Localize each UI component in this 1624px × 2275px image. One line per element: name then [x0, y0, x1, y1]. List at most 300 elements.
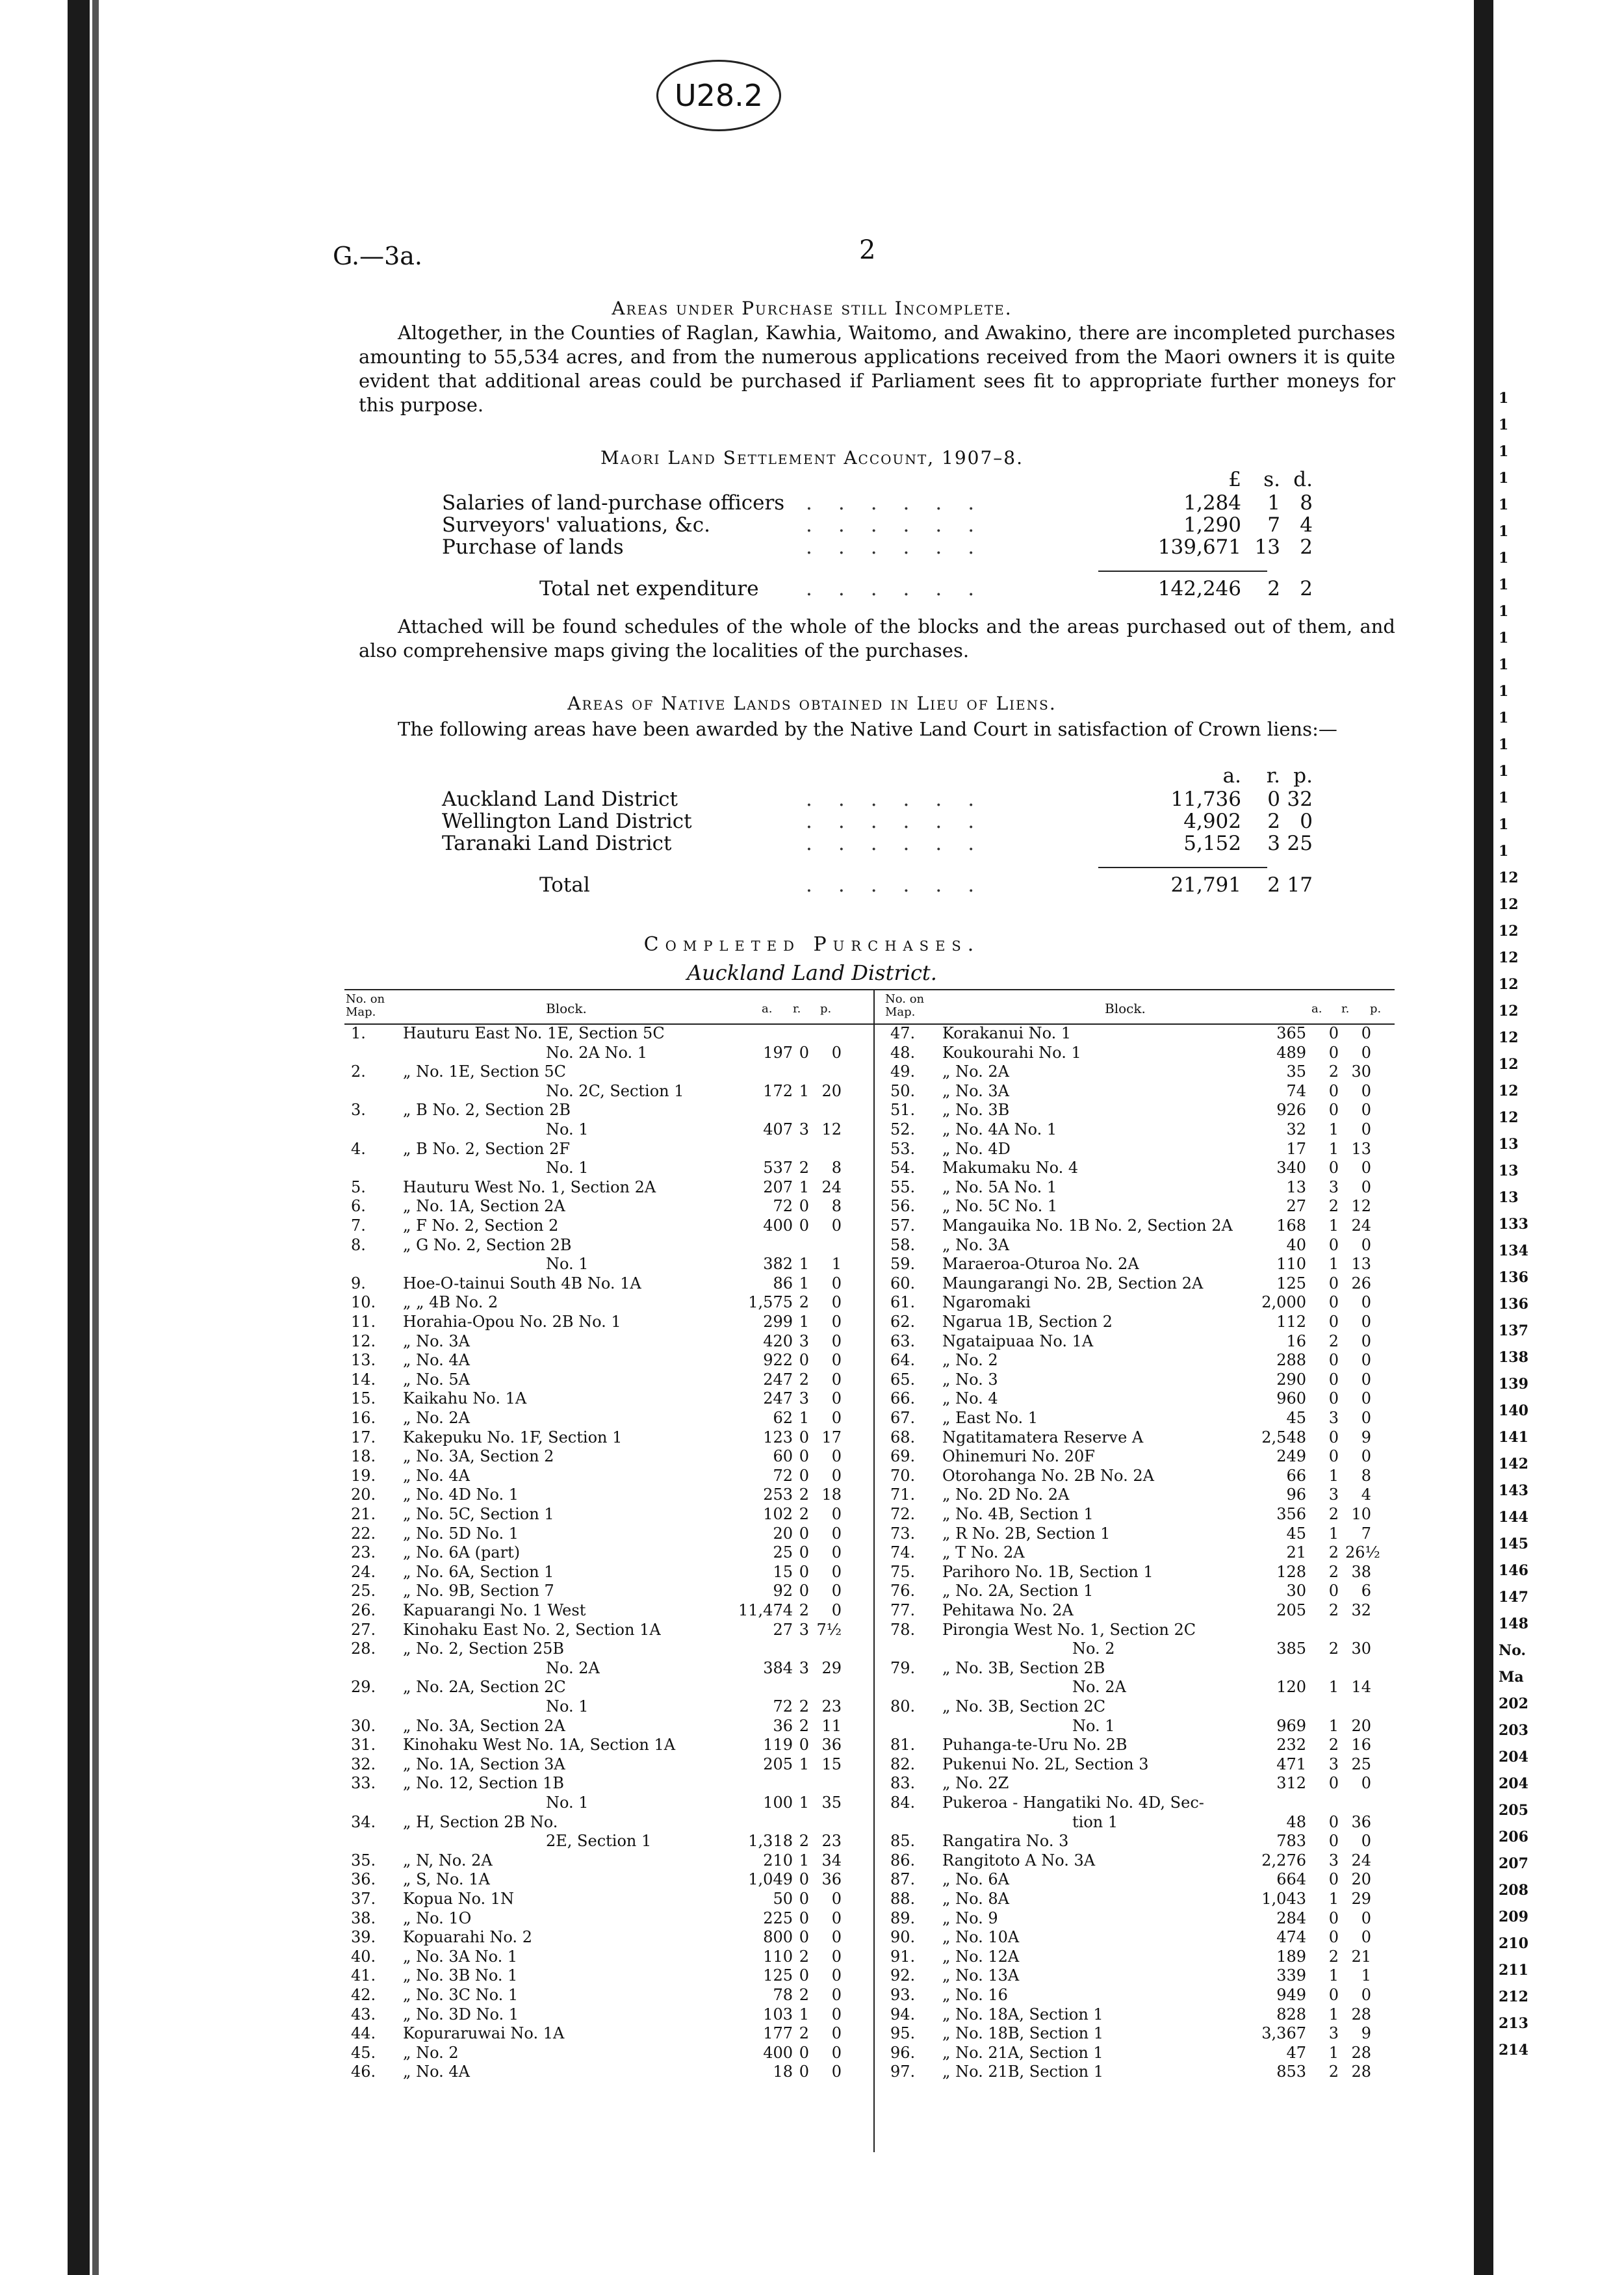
- map-number: 25.: [351, 1582, 376, 1600]
- table-row: [890, 2063, 1394, 2082]
- area-acres: 18: [773, 2063, 793, 2081]
- margin-fragment: 12: [1499, 1109, 1519, 1126]
- area-acres: 45: [1286, 1524, 1306, 1543]
- area-acres: 474: [1276, 1928, 1306, 1947]
- area-roods: 0: [1328, 1447, 1339, 1466]
- margin-fragment: 1: [1499, 603, 1509, 620]
- map-number: 22.: [351, 1524, 376, 1543]
- area-perches: 9: [1361, 1428, 1371, 1446]
- table-column-divider: [873, 989, 875, 2152]
- table-row: [890, 1870, 1394, 1890]
- liens-units-row: [442, 764, 1378, 788]
- map-number: 49.: [890, 1062, 916, 1081]
- block-name: „ No. 3A: [942, 1235, 1009, 1254]
- area-roods: 1: [799, 1081, 809, 1100]
- area-roods: 0: [799, 1870, 809, 1889]
- table-row: [890, 1351, 1394, 1370]
- total-l: 142,246: [1157, 577, 1241, 600]
- map-number: 45.: [351, 2043, 376, 2062]
- map-number: 42.: [351, 1986, 376, 2004]
- block-name: „ No. 6A, Section 1: [403, 1562, 554, 1581]
- total-rule: [1098, 867, 1267, 868]
- liens-table: [442, 764, 1378, 914]
- area-acres: 30: [1286, 1582, 1306, 1600]
- block-name: „ No. 3A: [942, 1081, 1009, 1100]
- map-number: 34.: [351, 1812, 376, 1831]
- map-number: 77.: [890, 1601, 916, 1619]
- table-row: [890, 1659, 1394, 1678]
- margin-fragment: 212: [1499, 1988, 1528, 2005]
- map-number: 83.: [890, 1774, 916, 1793]
- map-number: 11.: [351, 1313, 376, 1331]
- table-row: [890, 1159, 1394, 1178]
- area-roods: 2: [799, 1159, 809, 1177]
- margin-fragment: 12: [1499, 949, 1519, 966]
- area-acres: 21: [1286, 1543, 1306, 1562]
- map-number: 9.: [351, 1274, 366, 1292]
- table-row: [890, 1255, 1394, 1274]
- area-acres: 312: [1276, 1774, 1306, 1793]
- area-perches: 10: [1351, 1505, 1371, 1523]
- map-number: 23.: [351, 1543, 376, 1562]
- table-row: [351, 1909, 871, 1929]
- block-name: „ No. 2: [942, 1351, 998, 1370]
- area-perches: 12: [1351, 1197, 1371, 1216]
- area-perches: 8: [831, 1159, 842, 1177]
- margin-fragment: 1: [1499, 470, 1509, 487]
- area-acres: 20: [773, 1524, 793, 1543]
- area-perches: 0: [1361, 1024, 1371, 1042]
- area-roods: 1: [799, 1274, 809, 1292]
- table-row: [351, 1639, 871, 1659]
- area-acres: 1,043: [1261, 1890, 1306, 1908]
- entry-d: 4: [1300, 513, 1313, 537]
- area-roods: 0: [1328, 1870, 1339, 1889]
- block-name: „ No. 2Z: [942, 1774, 1009, 1793]
- block-name: „ No. 5A No. 1: [942, 1177, 1057, 1196]
- area-perches: 0: [831, 1274, 842, 1292]
- area-perches: 0: [1361, 1081, 1371, 1100]
- page-number: 2: [859, 235, 876, 265]
- total-s: 2: [1267, 577, 1280, 600]
- map-number: 24.: [351, 1562, 376, 1581]
- table-row: [890, 1947, 1394, 1967]
- table-row: [351, 1293, 871, 1313]
- block-name: „ No. 18A, Section 1: [942, 2005, 1103, 2024]
- table-row: [890, 1736, 1394, 1755]
- area-acres: 112: [1276, 1313, 1306, 1331]
- area-acres: 100: [763, 1793, 793, 1812]
- area-perches: 7½: [816, 1620, 842, 1639]
- total-label: Total: [539, 873, 590, 897]
- area-acres: 120: [1276, 1678, 1306, 1697]
- area-roods: 1: [799, 1177, 809, 1196]
- area-roods: 0: [799, 1524, 809, 1543]
- total-row: [442, 577, 1378, 600]
- table-row: [351, 1216, 871, 1236]
- liens-paragraph: The following areas have been awarded by the Native Land Court in satisfaction of Crown liens:—: [398, 718, 1337, 740]
- area-acres: 47: [1286, 2043, 1306, 2062]
- area-acres: 50: [773, 1890, 793, 1908]
- margin-fragment: 143: [1499, 1482, 1528, 1499]
- incomplete-heading: Areas under Purchase still Incomplete.: [612, 298, 1012, 319]
- map-number: 29.: [351, 1678, 376, 1697]
- map-number: 41.: [351, 1966, 376, 1985]
- block-name: Ngarua 1B, Section 2: [942, 1313, 1113, 1331]
- map-number: 32.: [351, 1754, 376, 1773]
- area-perches: 0: [1361, 1832, 1371, 1851]
- map-number: 78.: [890, 1620, 916, 1639]
- area-roods: 3: [799, 1620, 809, 1639]
- block-name: „ No. 3C No. 1: [403, 1986, 519, 2004]
- area-acres: 407: [763, 1120, 793, 1138]
- area-roods: 0: [799, 1966, 809, 1985]
- area-roods: 2: [1328, 1562, 1339, 1581]
- left-r-header: r.: [793, 1002, 801, 1016]
- block-name: „ No. 9: [942, 1909, 998, 1927]
- area-perches: 15: [821, 1754, 842, 1773]
- area-acres: 172: [763, 1081, 793, 1100]
- area-roods: 1: [1328, 1139, 1339, 1158]
- left-p-header: p.: [820, 1002, 832, 1016]
- entry-label: Salaries of land-purchase officers: [442, 491, 785, 515]
- area-acres: 284: [1276, 1909, 1306, 1927]
- map-number: 55.: [890, 1177, 916, 1196]
- entry-a: 5,152: [1183, 832, 1241, 855]
- table-row: [890, 2005, 1394, 2025]
- leader-dots: ......: [806, 788, 1001, 811]
- map-number: 17.: [351, 1428, 376, 1446]
- map-number: 90.: [890, 1928, 916, 1947]
- block-name: „ No. 18B, Section 1: [942, 2024, 1103, 2043]
- area-roods: 1: [1328, 1216, 1339, 1235]
- table-row: [890, 1928, 1394, 1947]
- margin-fragment: 141: [1499, 1429, 1528, 1446]
- area-acres: 72: [773, 1197, 793, 1216]
- area-acres: 400: [763, 1216, 793, 1235]
- table-row: [351, 1409, 871, 1428]
- margin-fragment: 1: [1499, 843, 1509, 860]
- map-number: 54.: [890, 1159, 916, 1177]
- block-name: „ No. 1O: [403, 1909, 472, 1927]
- margin-fragment: 145: [1499, 1536, 1528, 1552]
- area-roods: 3: [1328, 1409, 1339, 1427]
- area-perches: 1: [831, 1255, 842, 1274]
- area-roods: 2: [799, 1716, 809, 1735]
- area-roods: 0: [1328, 1370, 1339, 1389]
- margin-fragment: 12: [1499, 1083, 1519, 1099]
- area-roods: 0: [799, 1890, 809, 1908]
- area-roods: 1: [799, 1851, 809, 1870]
- total-row: [442, 873, 1378, 897]
- block-name: „ No. 5C No. 1: [942, 1197, 1058, 1216]
- area-perches: 36: [821, 1736, 842, 1754]
- area-perches: 0: [831, 1331, 842, 1350]
- map-number: 3.: [351, 1101, 366, 1120]
- entry-label: Taranaki Land District: [442, 832, 672, 855]
- table-row: [351, 1120, 871, 1140]
- completed-heading: Completed Purchases.: [643, 933, 981, 956]
- area-roods: 0: [1328, 1351, 1339, 1370]
- block-name: „ No. 8A: [942, 1890, 1009, 1908]
- left-block-header: Block.: [546, 1001, 587, 1016]
- block-name: „ No. 6A (part): [403, 1543, 521, 1562]
- block-name: „ No. 2A, Section 1: [942, 1582, 1094, 1600]
- map-number: 6.: [351, 1197, 366, 1216]
- area-roods: 2: [1328, 1197, 1339, 1216]
- area-perches: 1: [1361, 1966, 1371, 1985]
- margin-fragment: 1: [1499, 630, 1509, 647]
- area-acres: 225: [763, 1909, 793, 1927]
- area-acres: 45: [1286, 1409, 1306, 1427]
- margin-fragment: 1: [1499, 736, 1509, 753]
- area-acres: 926: [1276, 1101, 1306, 1120]
- margin-fragment: 1: [1499, 523, 1509, 540]
- area-roods: 2: [799, 2024, 809, 2043]
- entry-s: 13: [1254, 535, 1280, 559]
- map-number: 67.: [890, 1409, 916, 1427]
- page-binding-shadow: [68, 0, 90, 2275]
- map-number: 61.: [890, 1293, 916, 1312]
- area-perches: 28: [1351, 2005, 1371, 2024]
- area-acres: 288: [1276, 1351, 1306, 1370]
- area-roods: 2: [1328, 1331, 1339, 1350]
- block-name: „ No. 2, Section 25B: [403, 1639, 564, 1658]
- area-roods: 0: [799, 2043, 809, 2062]
- entry-label: Wellington Land District: [442, 810, 692, 833]
- table-row: [890, 1197, 1394, 1216]
- margin-fragment: 1: [1499, 683, 1509, 700]
- area-acres: 949: [1276, 1986, 1306, 2004]
- table-row: [890, 1236, 1394, 1255]
- area-acres: 15: [773, 1562, 793, 1581]
- margin-fragment: 1: [1499, 576, 1509, 593]
- area-roods: 3: [799, 1120, 809, 1138]
- area-perches: 30: [1351, 1062, 1371, 1081]
- area-roods: 0: [1328, 1909, 1339, 1927]
- block-name: No. 2C, Section 1: [546, 1081, 684, 1100]
- area-acres: 253: [763, 1485, 793, 1504]
- area-acres: 62: [773, 1409, 793, 1427]
- table-row: [890, 1678, 1394, 1697]
- total-label: Total net expenditure: [539, 577, 759, 600]
- area-roods: 2: [799, 1370, 809, 1389]
- map-number: 30.: [351, 1716, 376, 1735]
- entry-row: [442, 513, 1378, 537]
- block-name: „ No. 4A: [403, 1466, 470, 1485]
- margin-fragment: 211: [1499, 1962, 1528, 1979]
- area-acres: 356: [1276, 1505, 1306, 1523]
- block-name: „ No. 12A: [942, 1947, 1020, 1966]
- block-name: Rangatira No. 3: [942, 1832, 1069, 1851]
- block-name: Korakanui No. 1: [942, 1024, 1072, 1042]
- right-no-header: No. on Map.: [885, 992, 925, 1019]
- area-roods: 1: [1328, 1466, 1339, 1485]
- area-acres: 48: [1286, 1812, 1306, 1831]
- area-perches: 14: [1351, 1678, 1371, 1697]
- block-name: Kakepuku No. 1F, Section 1: [403, 1428, 623, 1446]
- left-no-header: No. on Map.: [346, 992, 385, 1019]
- map-number: 92.: [890, 1966, 916, 1985]
- margin-fragment: 148: [1499, 1615, 1528, 1632]
- area-perches: 26½: [1345, 1543, 1380, 1562]
- area-perches: 12: [821, 1120, 842, 1138]
- block-name: Hauturu East No. 1E, Section 5C: [403, 1024, 665, 1042]
- area-roods: 0: [1328, 1389, 1339, 1408]
- table-row: [890, 1851, 1394, 1871]
- map-number: 7.: [351, 1216, 366, 1235]
- leader-dots: ......: [806, 491, 1001, 515]
- area-perches: 0: [831, 1447, 842, 1466]
- map-number: 13.: [351, 1351, 376, 1370]
- map-number: 27.: [351, 1620, 376, 1639]
- table-row: [351, 2063, 871, 2082]
- area-roods: 0: [1328, 1159, 1339, 1177]
- map-number: 57.: [890, 1216, 916, 1235]
- area-roods: 0: [1328, 1428, 1339, 1446]
- table-row: [351, 1832, 871, 1851]
- table-row: [351, 1351, 871, 1370]
- table-row: [890, 1774, 1394, 1793]
- area-acres: 205: [1276, 1601, 1306, 1619]
- area-roods: 2: [799, 1505, 809, 1523]
- area-perches: 0: [1361, 1043, 1371, 1062]
- table-row: [890, 2024, 1394, 2044]
- margin-fragment: 1: [1499, 710, 1509, 726]
- area-acres: 1,575: [748, 1293, 793, 1312]
- map-number: 15.: [351, 1389, 376, 1408]
- area-roods: 0: [1328, 1928, 1339, 1947]
- area-perches: 0: [1361, 1370, 1371, 1389]
- area-perches: 8: [831, 1197, 842, 1216]
- table-row: [890, 1332, 1394, 1352]
- area-roods: 0: [1328, 1101, 1339, 1120]
- area-acres: 960: [1276, 1389, 1306, 1408]
- area-roods: 0: [1328, 1832, 1339, 1851]
- area-roods: 0: [799, 1216, 809, 1235]
- block-name: Maungarangi No. 2B, Section 2A: [942, 1274, 1204, 1292]
- margin-fragment: 144: [1499, 1509, 1528, 1526]
- map-number: 40.: [351, 1947, 376, 1966]
- area-perches: 0: [831, 1966, 842, 1985]
- area-acres: 110: [1276, 1255, 1306, 1274]
- leader-dots: ......: [806, 535, 1001, 559]
- block-name: „ No. 3B, Section 2B: [942, 1658, 1105, 1677]
- map-number: 63.: [890, 1331, 916, 1350]
- area-roods: 2: [799, 1832, 809, 1851]
- area-perches: 0: [831, 1313, 842, 1331]
- area-acres: 36: [773, 1716, 793, 1735]
- map-number: 1.: [351, 1024, 366, 1042]
- margin-fragment: 13: [1499, 1163, 1519, 1179]
- block-name: „ No. 5A: [403, 1370, 470, 1389]
- area-acres: 32: [1286, 1120, 1306, 1138]
- block-name: „ N, No. 2A: [403, 1851, 493, 1870]
- margin-fragment: 202: [1499, 1695, 1528, 1712]
- block-name: Kopuarahi No. 2: [403, 1928, 532, 1947]
- area-perches: 29: [1351, 1890, 1371, 1908]
- map-number: 38.: [351, 1909, 376, 1927]
- area-perches: 0: [831, 1293, 842, 1312]
- margin-fragment: 12: [1499, 896, 1519, 913]
- area-perches: 26: [1351, 1274, 1371, 1292]
- area-roods: 3: [1328, 1754, 1339, 1773]
- block-name: Kaikahu No. 1A: [403, 1389, 527, 1408]
- area-acres: 205: [763, 1754, 793, 1773]
- area-roods: 0: [799, 1043, 809, 1062]
- table-row: [890, 1505, 1394, 1524]
- area-perches: 36: [1351, 1812, 1371, 1831]
- block-name: Parihoro No. 1B, Section 1: [942, 1562, 1154, 1581]
- map-number: 69.: [890, 1447, 916, 1466]
- area-acres: 382: [763, 1255, 793, 1274]
- block-name: „ No. 3B, Section 2C: [942, 1697, 1106, 1716]
- area-perches: 0: [1361, 1447, 1371, 1466]
- area-roods: 0: [1328, 1313, 1339, 1331]
- table-row: [351, 1274, 871, 1294]
- table-row: [351, 1966, 871, 1986]
- block-name: „ East No. 1: [942, 1409, 1038, 1427]
- block-name: „ No. 4D No. 1: [403, 1485, 519, 1504]
- entry-row: [442, 788, 1378, 811]
- map-number: 70.: [890, 1466, 916, 1485]
- map-number: 31.: [351, 1736, 376, 1754]
- account-heading: Maori Land Settlement Account, 1907–8.: [600, 447, 1024, 469]
- margin-fragment: 136: [1499, 1269, 1528, 1286]
- area-acres: 96: [1286, 1485, 1306, 1504]
- table-row: [890, 1120, 1394, 1140]
- area-perches: 0: [831, 1543, 842, 1562]
- block-name: „ No. 3A, Section 2: [403, 1447, 554, 1466]
- page-binding-edge: [92, 0, 99, 2275]
- area-roods: 2: [799, 1485, 809, 1504]
- area-acres: 339: [1276, 1966, 1306, 1985]
- block-name: No. 1: [546, 1697, 589, 1716]
- map-number: 21.: [351, 1505, 376, 1523]
- block-name: Hoe-O-tainui South 4B No. 1A: [403, 1274, 641, 1292]
- leader-dots: ......: [806, 513, 1001, 537]
- block-name: „ No. 4A No. 1: [942, 1120, 1057, 1138]
- area-acres: 13: [1286, 1177, 1306, 1196]
- table-row: [890, 1621, 1394, 1640]
- block-name: No. 1: [546, 1793, 589, 1812]
- left-a-header: a.: [762, 1002, 773, 1016]
- area-perches: 0: [831, 1389, 842, 1408]
- leader-dots: ......: [806, 577, 1001, 600]
- table-row: [351, 1621, 871, 1640]
- area-roods: 2: [799, 1947, 809, 1966]
- area-perches: 0: [831, 1986, 842, 2004]
- right-r-header: r.: [1341, 1002, 1350, 1016]
- area-acres: 35: [1286, 1062, 1306, 1081]
- area-roods: 3: [799, 1389, 809, 1408]
- account-units-row: [442, 468, 1378, 491]
- margin-fragment: 209: [1499, 1909, 1528, 1925]
- block-name: „ No. 1E, Section 5C: [403, 1062, 566, 1081]
- map-number: 87.: [890, 1870, 916, 1889]
- area-acres: 125: [763, 1966, 793, 1985]
- block-name: Hauturu West No. 1, Section 2A: [403, 1177, 656, 1196]
- area-roods: 2: [1328, 1601, 1339, 1619]
- block-name: Puhanga-te-Uru No. 2B: [942, 1736, 1128, 1754]
- map-number: 39.: [351, 1928, 376, 1947]
- margin-fragment: 147: [1499, 1589, 1528, 1606]
- table-row: [890, 1447, 1394, 1467]
- area-roods: 0: [1328, 1081, 1339, 1100]
- schedules-paragraph: Attached will be found schedules of the whole of the blocks and the areas purchased out of them, and also comprehensive maps giving the localities of the purchases.: [359, 615, 1395, 662]
- area-perches: 23: [821, 1832, 842, 1851]
- area-roods: 2: [1328, 1639, 1339, 1658]
